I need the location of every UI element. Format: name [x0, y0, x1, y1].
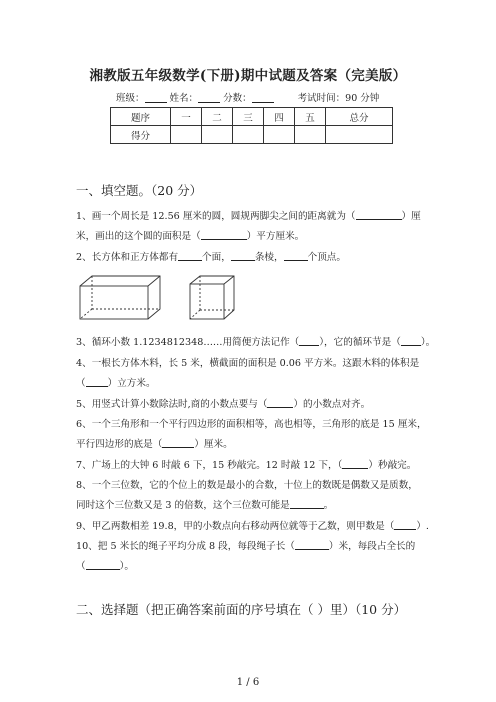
score-table-score-row — [111, 126, 393, 144]
answer-blank[interactable] — [267, 398, 293, 408]
question-6-line-1: 6、一个三角形和一个平行四边形的面积相等，高也相等，三角形的底是 15 厘米， — [76, 419, 427, 430]
score-cell[interactable] — [326, 126, 393, 144]
cuboid-and-cube-figures — [76, 273, 246, 323]
question-1-line-2: 米，画出的这个圆的面积是（ ）平方厘米。 — [76, 231, 305, 242]
answer-blank[interactable] — [394, 520, 416, 530]
answer-blank[interactable] — [401, 336, 421, 346]
page-number: 1 / 6 — [236, 677, 260, 688]
time-label: 考试时间：90 分钟 — [297, 93, 380, 104]
score-table-header: 题序 — [111, 108, 171, 126]
answer-blank[interactable] — [231, 251, 255, 261]
page-title: 湘教版五年级数学(下册)期中试题及答案（完美版） — [89, 68, 407, 84]
question-6-line-2: 平行四边形的底是（ ）厘米。 — [76, 439, 233, 450]
score-cell[interactable] — [264, 126, 295, 144]
question-8-line-1: 8、一个三位数，它的个位上的数是最小的合数，十位上的数既是偶数又是质数， — [76, 480, 418, 491]
question-2: 2、长方体和正方体都有 个面， 条棱， 个顶点。 — [76, 252, 346, 263]
question-10-line-2: （ ）。 — [76, 561, 134, 572]
question-7: 7、广场上的大钟 6 时敲 6 下，15 秒敲完。12 时敲 12 下，（ ）秒敲完。 — [76, 460, 417, 471]
question-1-line-1: 1、画一个周长是 12.56 厘米的圆，圆规两脚尖之间的距离就为（ ）厘 — [76, 211, 421, 222]
answer-blank[interactable] — [299, 336, 319, 346]
score-cell[interactable] — [202, 126, 233, 144]
question-5: 5、用竖式计算小数除法时,商的小数点要与（ ）的小数点对齐。 — [76, 399, 371, 410]
score-table — [110, 107, 393, 144]
name-blank — [198, 92, 220, 103]
class-label: 班级： — [116, 93, 145, 104]
class-blank — [145, 92, 167, 103]
score-table-header: 三 — [233, 108, 264, 126]
score-label: 分数： — [223, 93, 252, 104]
score-blank — [252, 92, 274, 103]
question-10-line-1: 10、把 5 米长的绳子平均分成 8 段，每段绳子长（ ）米，每段占全长的 — [76, 541, 416, 552]
student-info-line — [116, 90, 379, 104]
answer-blank[interactable] — [178, 251, 202, 261]
name-label: 姓名： — [169, 93, 199, 104]
answer-blank[interactable] — [86, 560, 120, 570]
question-3: 3、循环小数 1.1234812348……用简便方法记作（ ），它的循环节是（ ）。 — [76, 337, 436, 348]
score-cell[interactable] — [233, 126, 264, 144]
answer-blank[interactable] — [284, 251, 308, 261]
question-9: 9、甲乙两数相差 19.8，甲的小数点向右移动两位就等于乙数，则甲数是（ ）. — [76, 521, 429, 532]
score-table-header: 总分 — [326, 108, 393, 126]
score-table-header: 二 — [202, 108, 233, 126]
cube-figure — [190, 276, 234, 319]
score-cell[interactable] — [295, 126, 326, 144]
cuboid-figure — [80, 276, 160, 319]
answer-blank[interactable] — [295, 540, 329, 550]
section-2-heading: 二、选择题（把正确答案前面的序号填在（ ）里）（10 分） — [76, 602, 407, 617]
score-row-label: 得分 — [111, 126, 171, 144]
question-4-line-1: 4、一根长方体木料，长 5 米，横截面的面积是 0.06 平方米。这跟木料的体积是 — [76, 358, 420, 369]
question-4-line-2: （ ）立方米。 — [76, 378, 156, 389]
score-cell[interactable] — [171, 126, 202, 144]
answer-blank[interactable] — [356, 210, 402, 220]
section-1-heading: 一、填空题。（20 分） — [76, 183, 203, 198]
question-8-line-2: 同时这个三位数又是 3 的倍数，这个三位数可能是 。 — [76, 500, 334, 511]
score-table-header: 四 — [264, 108, 295, 126]
answer-blank[interactable] — [162, 438, 194, 448]
answer-blank[interactable] — [342, 459, 368, 469]
answer-blank[interactable] — [201, 230, 247, 240]
score-table-header-row — [111, 108, 393, 126]
score-table-header: 一 — [171, 108, 202, 126]
answer-blank[interactable] — [86, 377, 108, 387]
score-table-header: 五 — [295, 108, 326, 126]
answer-blank[interactable] — [290, 499, 324, 509]
